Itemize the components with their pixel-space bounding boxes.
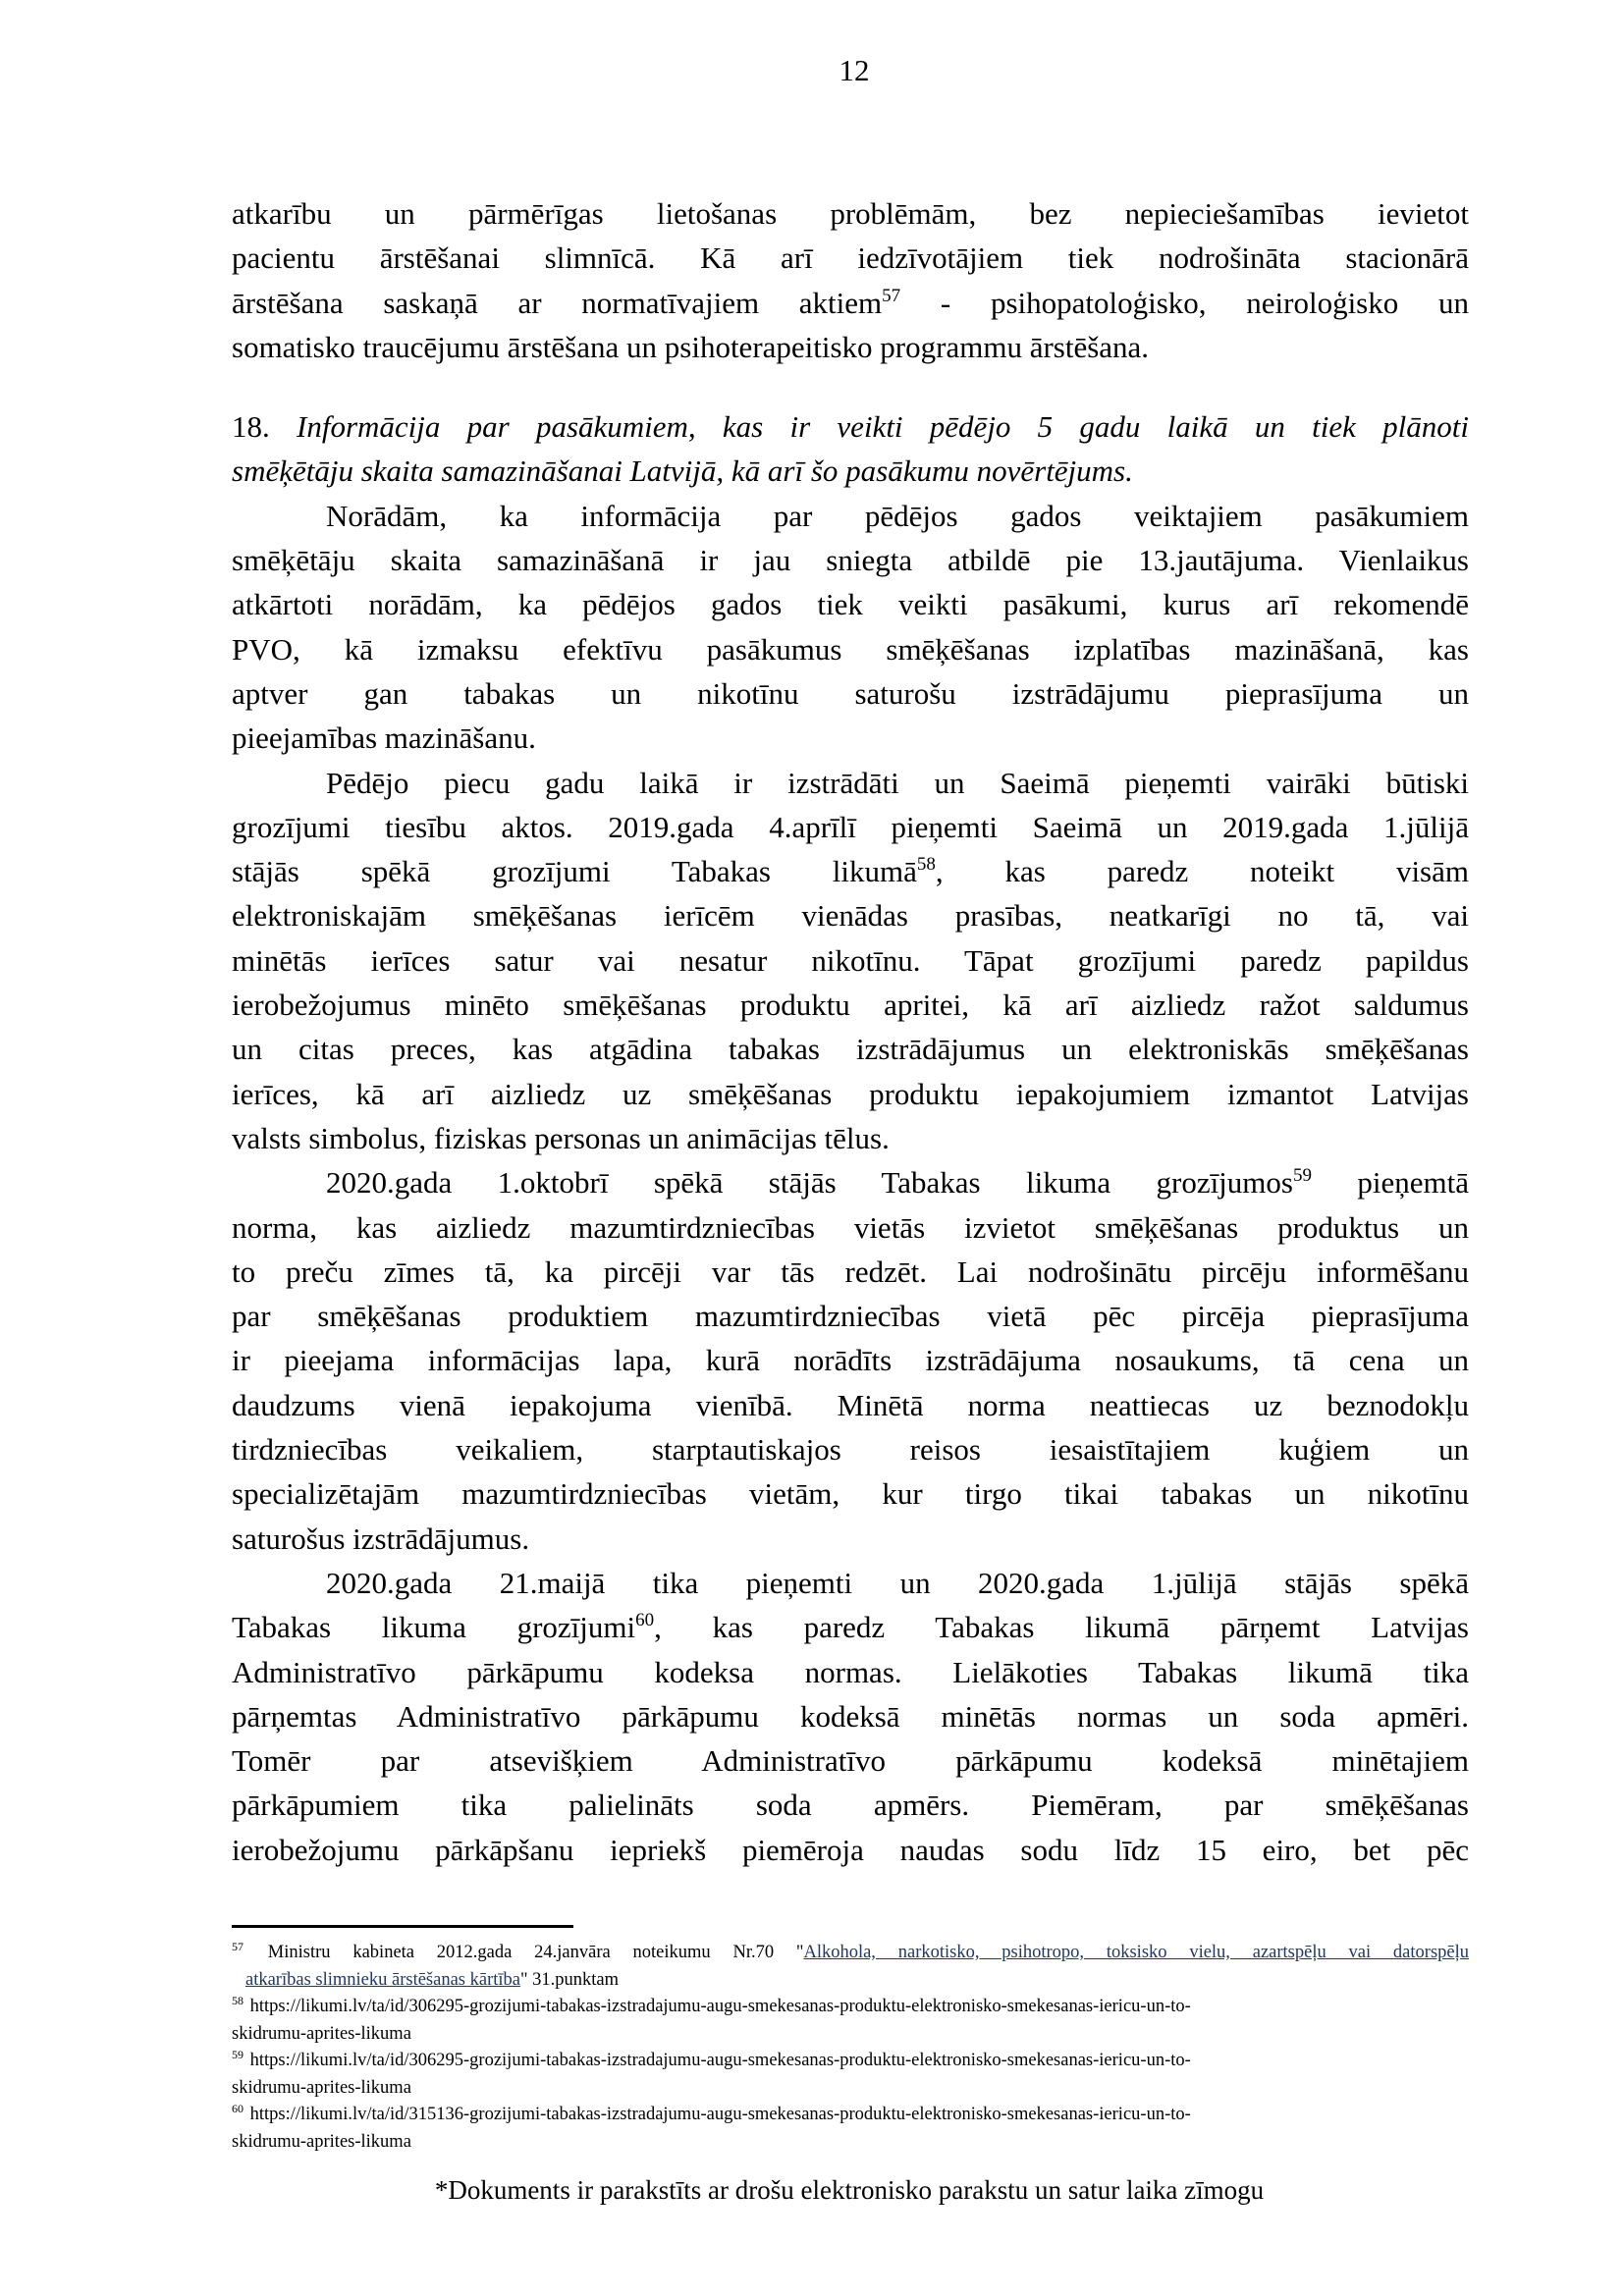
text-line bbox=[232, 1650, 1469, 1694]
text-line bbox=[232, 1561, 1469, 1605]
text-run: somatisko traucējumu ārstēšana un psihoterapeitisko programmu ārstēšana. bbox=[232, 329, 1150, 364]
paragraph-2020-october bbox=[232, 1160, 1469, 1561]
text-run: grozījumi tiesību aktos. 2019.gada 4.aprīlī pieņemti Saeimā un 2019.gada 1.jūlijā bbox=[232, 809, 1469, 844]
text-line bbox=[232, 938, 1469, 983]
text-line bbox=[232, 1427, 1469, 1471]
text-line bbox=[232, 1250, 1469, 1294]
paragraph-2019-amendments bbox=[232, 761, 1469, 1161]
text-run: 2020.gada 21.maijā tika pieņemti un 2020.gada 1.jūlijā stājās spēkā bbox=[326, 1565, 1469, 1600]
text-line bbox=[232, 1828, 1469, 1872]
text-run: ierobežojumu pārkāpšanu iepriekš piemēroja naudas sodu līdz 15 eiro, bet pēc bbox=[232, 1832, 1469, 1867]
text-run: pieņemtā bbox=[1311, 1165, 1469, 1201]
text-run: PVO, kā izmaksu efektīvu pasākumus smēķēšanas izplatības mazināšanā, kas bbox=[232, 631, 1469, 667]
footnote-text: skidrumu-aprites-likuma bbox=[232, 2131, 411, 2152]
footnote-line bbox=[232, 2048, 1469, 2075]
footnote-number: 58 bbox=[232, 1994, 244, 2007]
text-line bbox=[232, 404, 1469, 449]
text-line bbox=[232, 1205, 1469, 1250]
text-run: ierobežojumus minēto smēķēšanas produktu apritei, kā arī aizliedz ražot saldumus bbox=[232, 988, 1469, 1023]
text-run: Tomēr par atsevišķiem Administratīvo pārkāpumu kodeksā minētajiem bbox=[232, 1743, 1469, 1779]
footnote-60 bbox=[232, 2102, 1469, 2156]
text-line bbox=[232, 983, 1469, 1027]
text-line bbox=[232, 893, 1469, 937]
text-line bbox=[232, 1517, 1469, 1561]
footnote-text: skidrumu-aprites-likuma bbox=[232, 2077, 411, 2098]
text-run: specializētajām mazumtirdzniecības vietām, kur tirgo tikai tabakas un nikotīnu bbox=[232, 1476, 1469, 1512]
footnote-reference: 59 bbox=[1292, 1165, 1312, 1187]
text-run: un citas preces, kas atgādina tabakas izstrādājumus un elektroniskās smēķēšanas bbox=[232, 1032, 1469, 1067]
footnote-link[interactable]: atkarības slimnieku ārstēšanas kārtība bbox=[245, 1969, 520, 1990]
text-line bbox=[232, 1694, 1469, 1738]
footnote-number: 60 bbox=[232, 2102, 244, 2115]
text-line bbox=[232, 761, 1469, 805]
text-line bbox=[232, 805, 1469, 849]
text-line bbox=[232, 1072, 1469, 1116]
text-run: Norādām, ka informācija par pēdējos gados veiktajiem pasākumiem bbox=[326, 498, 1469, 533]
footnote-separator bbox=[232, 1925, 573, 1928]
text-run: atkarību un pārmērīgas lietošanas problēmām, bez nepieciešamības ievietot bbox=[232, 196, 1469, 231]
text-run: ierīces, kā arī aizliedz uz smēķēšanas produktu iepakojumiem izmantot Latvijas bbox=[232, 1076, 1469, 1111]
text-run: tirdzniecības veikaliem, starptautiskajos reisos iesaistītajiem kuģiem un bbox=[232, 1432, 1469, 1468]
footnotes bbox=[232, 1940, 1469, 2156]
footnote-text: https://likumi.lv/ta/id/315136-grozijumi-tabakas-izstradajumu-augu-smekesanas-produktu-elektronisko-smekesanas-iericu-un-to- bbox=[245, 2105, 1191, 2124]
text-line bbox=[232, 1338, 1469, 1382]
text-run: Informācija par pasākumiem, kas ir veikti pēdējo 5 gadu laikā un tiek plānoti bbox=[297, 409, 1470, 445]
text-line bbox=[232, 1738, 1469, 1783]
text-line bbox=[232, 1383, 1469, 1427]
text-run: smēķētāju skaita samazināšanai Latvijā, kā arī šo pasākumu novērtējums. bbox=[232, 454, 1133, 489]
text-run: par smēķēšanas produktiem mazumtirdzniecības vietā pēc pircēja pieprasījuma bbox=[232, 1299, 1469, 1334]
footnote-text: " 31.punktam bbox=[519, 1969, 620, 1990]
footnote-text: skidrumu-aprites-likuma bbox=[232, 2023, 411, 2044]
text-run: , kas paredz Tabakas likumā pārņemt Latvijas bbox=[654, 1610, 1469, 1645]
text-run: , kas paredz noteikt visām bbox=[935, 854, 1469, 889]
text-line bbox=[232, 716, 1469, 760]
footnote-line bbox=[232, 2075, 1469, 2103]
text-line bbox=[232, 191, 1469, 236]
footnote-text: https://likumi.lv/ta/id/306295-grozijumi-tabakas-izstradajumu-augu-smekesanas-produktu-elektronisko-smekesanas-iericu-un-to- bbox=[245, 2051, 1191, 2070]
footnote-number: 59 bbox=[232, 2048, 244, 2061]
text-run: smēķētāju skaita samazināšanā ir jau sniegta atbildē pie 13.jautājuma. Vienlaikus bbox=[232, 543, 1469, 578]
text-run: daudzums vienā iepakojuma vienībā. Minētā norma neattiecas uz beznodokļu bbox=[232, 1387, 1469, 1422]
paragraph-continuation bbox=[232, 191, 1469, 369]
footnote-text: Ministru kabineta 2012.gada 24.janvāra noteikumu Nr.70 " bbox=[245, 1943, 804, 1962]
text-run: pārņemtas Administratīvo pārkāpumu kodeksā minētās normas un soda apmēri. bbox=[232, 1698, 1469, 1734]
text-run: elektroniskajām smēķēšanas ierīcēm vienādas prasības, neatkarīgi no tā, vai bbox=[232, 898, 1469, 934]
text-line bbox=[232, 538, 1469, 582]
text-line bbox=[232, 449, 1469, 493]
footnote-58 bbox=[232, 1994, 1469, 2048]
text-line bbox=[232, 1294, 1469, 1338]
footnote-line bbox=[232, 1994, 1469, 2021]
text-run: Tabakas likuma grozījumi bbox=[232, 1610, 636, 1645]
text-line bbox=[232, 494, 1469, 538]
text-line bbox=[232, 325, 1469, 369]
footnote-line bbox=[232, 2102, 1469, 2129]
text-line bbox=[232, 1160, 1469, 1204]
paragraph-answer-intro bbox=[232, 494, 1469, 761]
text-run: Pēdējo piecu gadu laikā ir izstrādāti un Saeimā pieņemti vairāki būtiski bbox=[326, 765, 1469, 800]
footnote-line bbox=[232, 1967, 1469, 1995]
text-run: to preču zīmes tā, ka pircēji var tās redzēt. Lai nodrošinātu pircēju informēšanu bbox=[232, 1254, 1469, 1289]
footnote-59 bbox=[232, 2048, 1469, 2102]
text-run: atkārtoti norādām, ka pēdējos gados tiek veikti pasākumi, kurus arī rekomendē bbox=[232, 587, 1469, 622]
text-run: pieejamības mazināšanu. bbox=[232, 721, 536, 756]
paragraph-2020-may bbox=[232, 1561, 1469, 1872]
text-line bbox=[232, 1027, 1469, 1071]
footnote-number: 57 bbox=[232, 1940, 244, 1953]
text-run: pārkāpumiem tika palielināts soda apmērs. Piemēram, par smēķēšanas bbox=[232, 1788, 1469, 1823]
text-run: 18. bbox=[232, 409, 298, 445]
page-number: 12 bbox=[839, 53, 870, 87]
footnote-line bbox=[232, 2021, 1469, 2049]
footnote-57 bbox=[232, 1940, 1469, 1994]
footnote-line bbox=[232, 2129, 1469, 2157]
text-line bbox=[232, 627, 1469, 671]
document-body bbox=[232, 191, 1469, 1872]
footnote-reference: 60 bbox=[635, 1610, 655, 1631]
text-line bbox=[232, 671, 1469, 716]
text-run: aptver gan tabakas un nikotīnu saturošu izstrādājumu pieprasījuma un bbox=[232, 675, 1469, 711]
text-run: stājās spēkā grozījumi Tabakas likumā bbox=[232, 854, 917, 889]
text-run: valsts simbolus, fiziskas personas un animācijas tēlus. bbox=[232, 1120, 890, 1155]
text-run: - psihopatoloģisko, neiroloģisko un bbox=[900, 285, 1469, 320]
text-run: ārstēšana saskaņā ar normatīvajiem aktiem bbox=[232, 285, 883, 320]
text-line bbox=[232, 582, 1469, 626]
text-line bbox=[232, 236, 1469, 280]
footnote-reference: 57 bbox=[882, 285, 901, 306]
text-line bbox=[232, 1116, 1469, 1160]
text-run: ir pieejama informācijas lapa, kurā norādīts izstrādājuma nosaukums, tā cena un bbox=[232, 1343, 1469, 1378]
text-run: 2020.gada 1.oktobrī spēkā stājās Tabakas likuma grozījumos bbox=[326, 1165, 1293, 1201]
text-run: minētās ierīces satur vai nesatur nikotīnu. Tāpat grozījumi paredz papildus bbox=[232, 942, 1469, 978]
footnote-text: https://likumi.lv/ta/id/306295-grozijumi-tabakas-izstradajumu-augu-smekesanas-produktu-elektronisko-smekesanas-iericu-un-to- bbox=[245, 1997, 1191, 2016]
footnote-reference: 58 bbox=[916, 854, 936, 876]
text-line bbox=[232, 1471, 1469, 1516]
text-line bbox=[232, 281, 1469, 325]
question-heading bbox=[232, 404, 1469, 494]
text-line bbox=[232, 1605, 1469, 1649]
text-run: pacientu ārstēšanai slimnīcā. Kā arī iedzīvotājiem tiek nodrošināta stacionārā bbox=[232, 240, 1469, 276]
text-line bbox=[232, 849, 1469, 893]
text-run: norma, kas aizliedz mazumtirdzniecības vietās izvietot smēķēšanas produktus un bbox=[232, 1209, 1469, 1245]
footnote-link[interactable]: Alkohola, narkotisko, psihotropo, toksisko vielu, azartspēļu vai datorspēļu bbox=[803, 1943, 1469, 1962]
text-run: saturošus izstrādājumus. bbox=[232, 1521, 530, 1556]
paragraph-gap bbox=[232, 369, 1469, 404]
text-run: Administratīvo pārkāpumu kodeksa normas. Lielākoties Tabakas likumā tika bbox=[232, 1654, 1469, 1689]
signature-notice: *Dokuments ir parakstīts ar drošu elektronisko parakstu un satur laika zīmogu bbox=[434, 2175, 1265, 2205]
text-line bbox=[232, 1783, 1469, 1827]
footnote-line bbox=[232, 1940, 1469, 1967]
